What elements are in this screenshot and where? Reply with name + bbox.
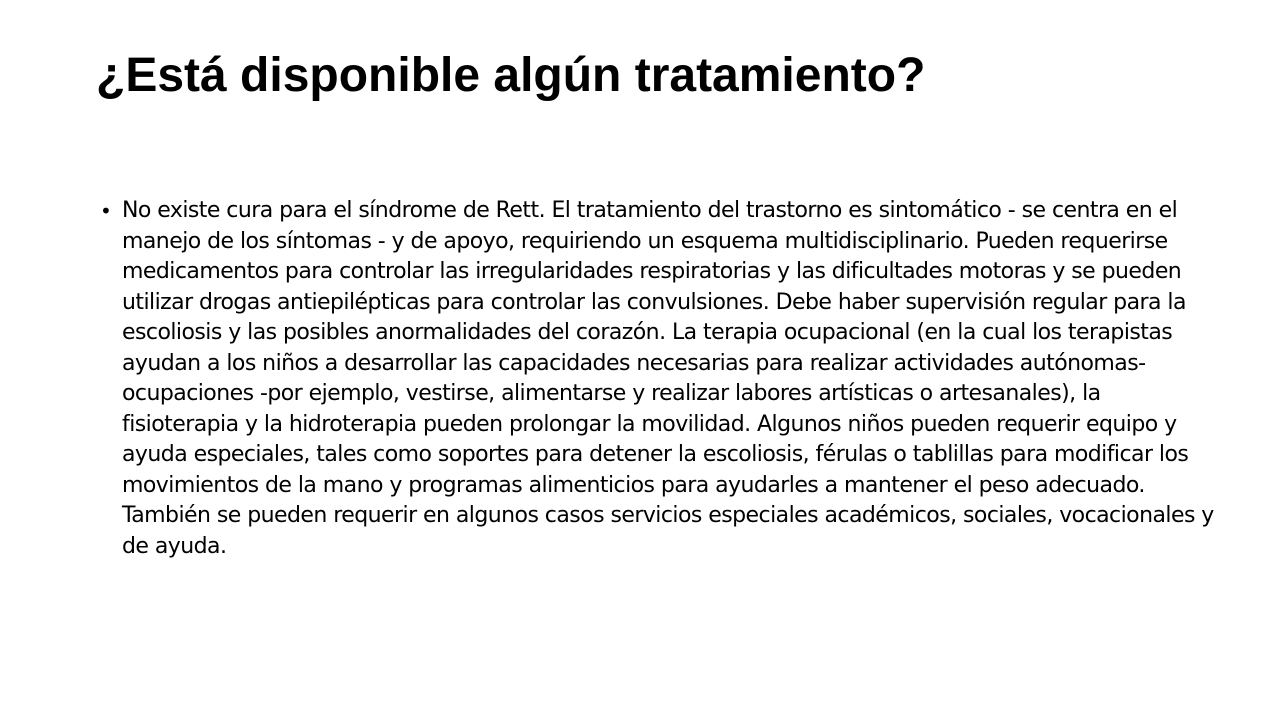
bullet-item — [96, 196, 1216, 562]
bullet-dot-icon: • — [100, 199, 112, 223]
bullet-text: No existe cura para el síndrome de Rett. El tratamiento del trastorno es sintomático - se centra en el manejo de los síntomas - y de apoyo, requiriendo un esquema multidisciplinario. Pueden requerirse medicamentos para controlar las irregularidades respiratorias y las dificultades motoras y se pueden utilizar drogas antiepilépticas para controlar las convulsiones. Debe haber supervisión regular para la escoliosis y las posibles anormalidades del corazón. La terapia ocupacional (en la cual los terapistas ayudan a los niños a desarrollar las capacidades necesarias para realizar actividades autónomas- ocupaciones -por ejemplo, vestirse, alimentarse y realizar labores artísticas o artesanales), la fisioterapia y la hidroterapia pueden prolongar la movilidad. Algunos niños pueden requerir equipo y ayuda especiales, tales como soportes para detener la escoliosis, férulas o tablillas para modificar los movimientos de la mano y programas alimenticios para ayudarles a mantener el peso adecuado. También se pueden requerir en algunos casos servicios especiales académicos, sociales, vocacionales y de ayuda. — [122, 198, 1214, 559]
slide-title: ¿Está disponible algún tratamiento? — [96, 49, 926, 102]
bullet-list — [96, 196, 1216, 562]
